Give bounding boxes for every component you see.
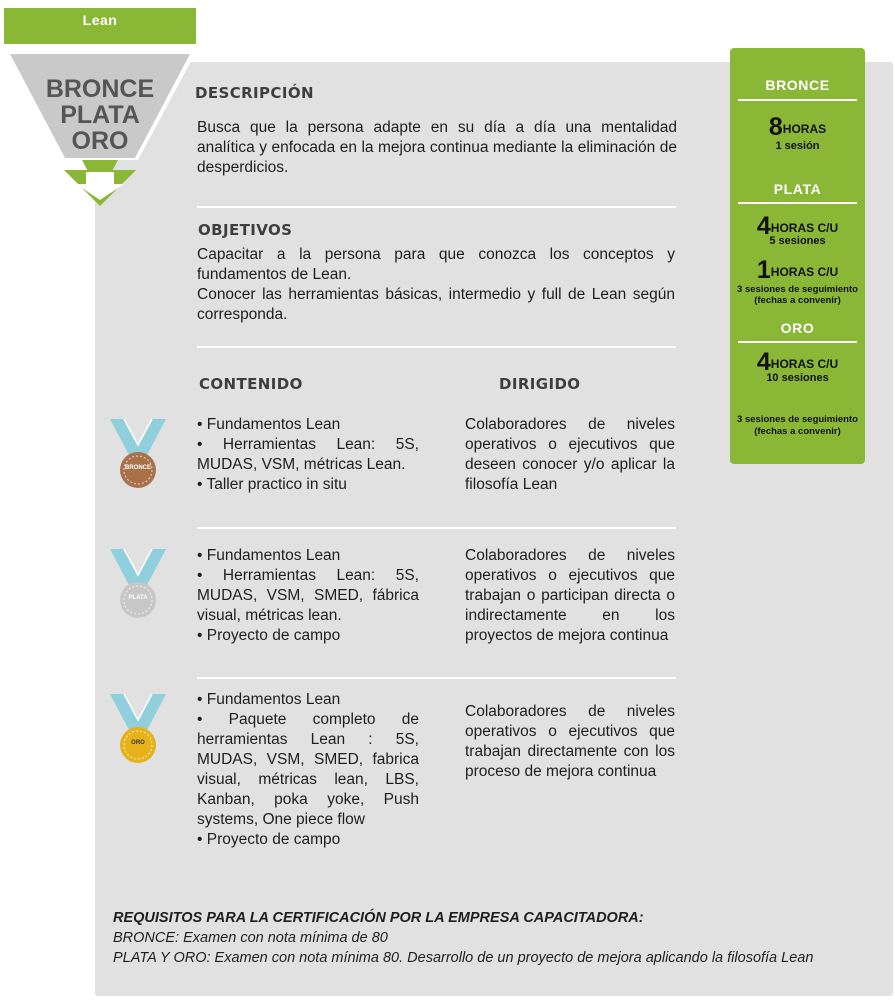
hours-number: 1 <box>756 256 771 284</box>
sidebar-follow-plata: 3 sesiones de seguimiento <box>737 284 858 295</box>
sidebar-follow-note-plata: (fechas a convenir) <box>754 295 841 306</box>
contenido-item: • Proyecto de campo <box>197 627 341 644</box>
divider <box>197 346 676 348</box>
sidebar-divider <box>738 202 857 204</box>
objetivos-line-2: Conocer las herramientas básicas, intermedio y full de Lean según corresponda. <box>197 286 675 323</box>
dirigido-oro: Colaboradores de niveles operativos o ejecutivos que trabajan directamente con los proceso de mejora continua <box>465 703 675 780</box>
sidebar-hours-bronce <box>730 113 865 141</box>
requisitos-title: REQUISITOS PARA LA CERTIFICACIÓN POR LA EMPRESA CAPACITADORA: <box>113 910 644 926</box>
contenido-item: • Fundamentos Lean <box>197 691 341 708</box>
medal-label: BRONCE <box>124 465 151 471</box>
hours-sidebar <box>730 48 865 464</box>
sidebar-follow-hours-plata <box>730 256 865 284</box>
contenido-item: • Taller practico in situ <box>197 476 347 493</box>
objetivos-line-1: Capacitar a la persona para que conozca los conceptos y fundamentos de Lean. <box>197 246 675 283</box>
badge-level-bronce: BRONCE <box>45 75 155 103</box>
sidebar-title-plata: PLATA <box>773 181 822 197</box>
requisitos-line: PLATA Y ORO: Examen con nota mínima 80. Desarrollo de un proyecto de mejora aplicando la filosofía Lean <box>113 950 814 966</box>
silver-medal-icon <box>108 545 168 625</box>
sidebar-divider <box>738 341 857 343</box>
medal-label: PLATA <box>128 595 148 601</box>
requisitos-line: BRONCE: Examen con nota mínima de 80 <box>113 930 388 946</box>
bronze-medal-icon <box>108 415 168 495</box>
hours-number: 4 <box>756 348 771 376</box>
sidebar-divider <box>738 99 857 101</box>
sidebar-sessions-oro: 10 sesiones <box>766 372 829 384</box>
sidebar-follow-oro: 3 sesiones de seguimiento <box>737 414 858 425</box>
contenido-item: • Herramientas Lean: 5S, MUDAS, VSM, métricas Lean. <box>197 436 419 473</box>
contenido-heading: CONTENIDO <box>199 375 303 393</box>
requisitos <box>113 908 883 968</box>
sidebar-hours-oro <box>730 348 865 376</box>
hours-unit: HORAS <box>782 122 827 136</box>
level-badge <box>0 0 200 215</box>
divider <box>197 206 676 208</box>
badge-level-oro: ORO <box>71 127 129 155</box>
badge-level-plata: PLATA <box>60 101 140 129</box>
badge-category: Lean <box>82 12 118 28</box>
contenido-bronce <box>197 415 419 495</box>
sidebar-sessions-bronce: 1 sesión <box>775 140 820 152</box>
dirigido-bronce: Colaboradores de niveles operativos o ejecutivos que deseen conocer y/o aplicar la filosofía Lean <box>465 416 675 493</box>
hours-unit: HORAS C/U <box>770 357 839 371</box>
contenido-item: • Proyecto de campo <box>197 831 341 848</box>
sidebar-title-bronce: BRONCE <box>765 77 830 93</box>
contenido-item: • Fundamentos Lean <box>197 416 341 433</box>
contenido-oro <box>197 690 419 850</box>
badge-levels <box>20 76 180 154</box>
medal-label: ORO <box>131 740 145 746</box>
hours-number: 4 <box>756 212 771 240</box>
sidebar-hours-plata <box>730 212 865 240</box>
contenido-plata <box>197 546 419 646</box>
hours-unit: HORAS C/U <box>770 265 839 279</box>
dirigido-heading: DIRIGIDO <box>499 375 581 393</box>
hours-unit: HORAS C/U <box>770 221 839 235</box>
gold-medal-icon <box>108 690 168 770</box>
contenido-item: • Paquete completo de herramientas Lean : 5S, MUDAS, VSM, SMED, fabrica visual, métricas lean, LBS, Kanban, poka yoke, Push systems, One piece flow <box>197 711 419 828</box>
descripcion-text: Busca que la persona adapte en su día a día una mentalidad analítica y enfocada en la mejora continua mediante la eliminación de desperdicios. <box>197 119 677 176</box>
sidebar-sessions-plata: 5 sesiones <box>769 235 826 247</box>
hours-number: 8 <box>768 113 783 141</box>
divider <box>197 677 676 679</box>
objetivos-heading: OBJETIVOS <box>198 221 293 239</box>
contenido-item: • Fundamentos Lean <box>197 547 341 564</box>
contenido-item: • Herramientas Lean: 5S, MUDAS, VSM, SMED, fábrica visual, métricas lean. <box>197 567 419 624</box>
sidebar-follow-note-oro: (fechas a convenir) <box>754 426 841 437</box>
divider <box>197 527 676 529</box>
dirigido-plata: Colaboradores de niveles operativos o ejecutivos que trabajan o participan directa o indirectamente en los proyectos de mejora continua <box>465 547 675 644</box>
sidebar-title-oro: ORO <box>780 320 815 336</box>
descripcion-heading: DESCRIPCIÓN <box>195 84 314 102</box>
